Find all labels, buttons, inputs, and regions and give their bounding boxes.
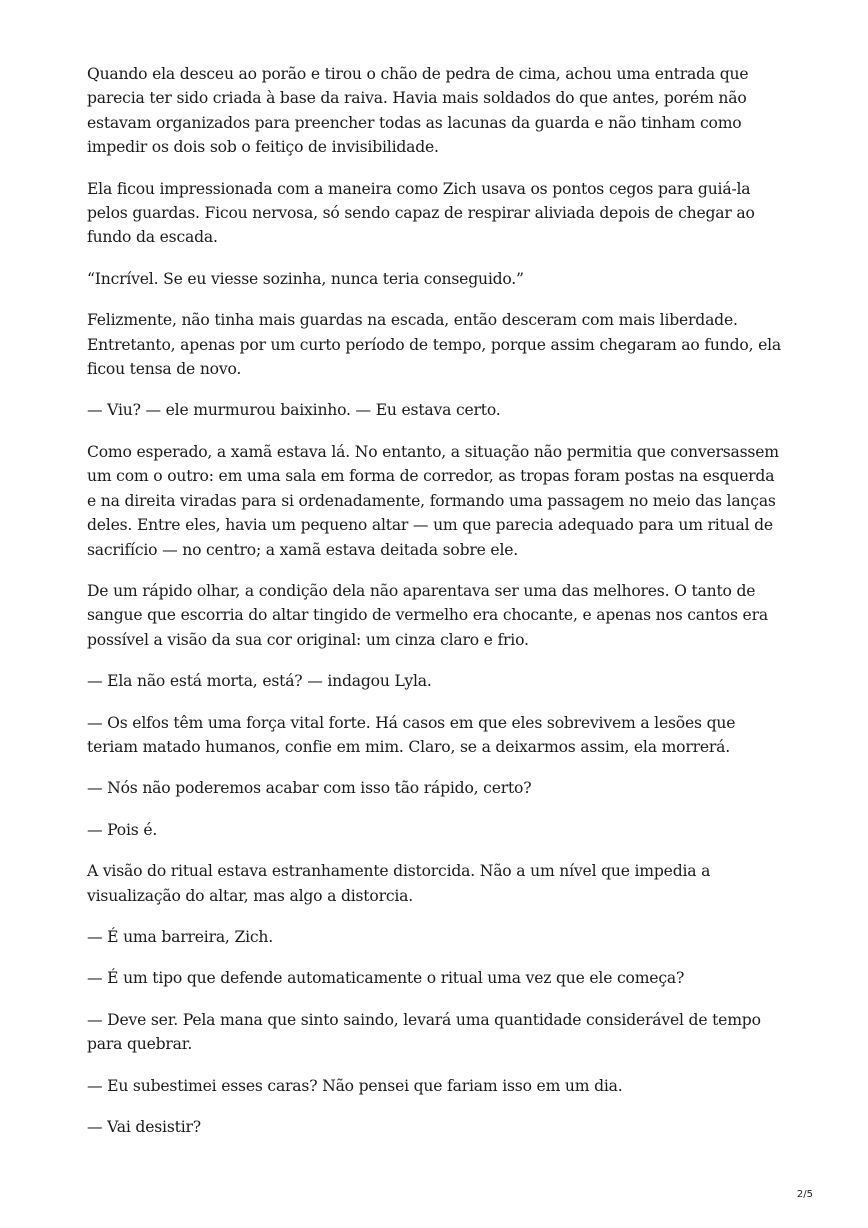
paragraph: Felizmente, não tinha mais guardas na escada, então desceram com mais liberdade. Entretanto, apenas por um curto período de tempo, porque assim chegaram ao fundo, ela ficou tensa de novo. [87, 311, 782, 379]
paragraph: De um rápido olhar, a condição dela não aparentava ser uma das melhores. O tanto de sangue que escorria do altar tingido de vermelho era chocante, e apenas nos cantos era possível a visão da sua cor original: um cinza claro e frio. [87, 581, 768, 649]
paragraph: — Nós não poderemos acabar com isso tão rápido, certo? [87, 779, 532, 798]
paragraph: — Viu? — ele murmurou baixinho. — Eu estava certo. [87, 401, 501, 420]
paragraph: Como esperado, a xamã estava lá. No entanto, a situação não permitia que conversassem um com o outro: em uma sala em forma de corredor, as tropas foram postas na esquerda e na direita viradas para si ordenadamente, formando uma passagem no meio das lanças deles. Entre eles, havia um pequeno altar — um que parecia adequado para um ritual de sacrifício — no centro; a xamã estava deitada sobre ele. [87, 442, 779, 559]
paragraph: — É um tipo que defende automaticamente o ritual uma vez que ele começa? [87, 969, 685, 988]
paragraph: — É uma barreira, Zich. [87, 927, 273, 946]
paragraph: — Eu subestimei esses caras? Não pensei que fariam isso em um dia. [87, 1076, 623, 1095]
paragraph: — Pois é. [87, 820, 158, 839]
paragraph: A visão do ritual estava estranhamente distorcida. Não a um nível que impedia a visualização do altar, mas algo a distorcia. [87, 862, 711, 905]
paragraph: — Ela não está morta, está? — indagou Lyla. [87, 672, 432, 691]
paragraph: — Deve ser. Pela mana que sinto saindo, levará uma quantidade considerável de tempo para quebrar. [87, 1010, 761, 1054]
paragraph: Ela ficou impressionada com a maneira como Zich usava os pontos cegos para guiá-la pelos guardas. Ficou nervosa, só sendo capaz de respirar aliviada depois de chegar ao fundo da escada. [87, 179, 755, 247]
document-page [87, 62, 787, 1156]
paragraph: Quando ela desceu ao porão e tirou o chão de pedra de cima, achou uma entrada que parecia ter sido criada à base da raiva. Havia mais soldados do que antes, porém não estavam organizados para preencher todas as lacunas da guarda e não tinham como impedir os dois sob o feitiço de invisibilidade. [87, 65, 749, 157]
paragraph: — Os elfos têm uma força vital forte. Há casos em que eles sobrevivem a lesões que teriam matado humanos, confie em mim. Claro, se a deixarmos assim, ela morrerá. [87, 713, 736, 756]
paragraph: — Vai desistir? [87, 1118, 201, 1136]
page-number: 2/5 [796, 1189, 813, 1200]
paragraph: “Incrível. Se eu viesse sozinha, nunca teria conseguido.” [87, 269, 524, 288]
